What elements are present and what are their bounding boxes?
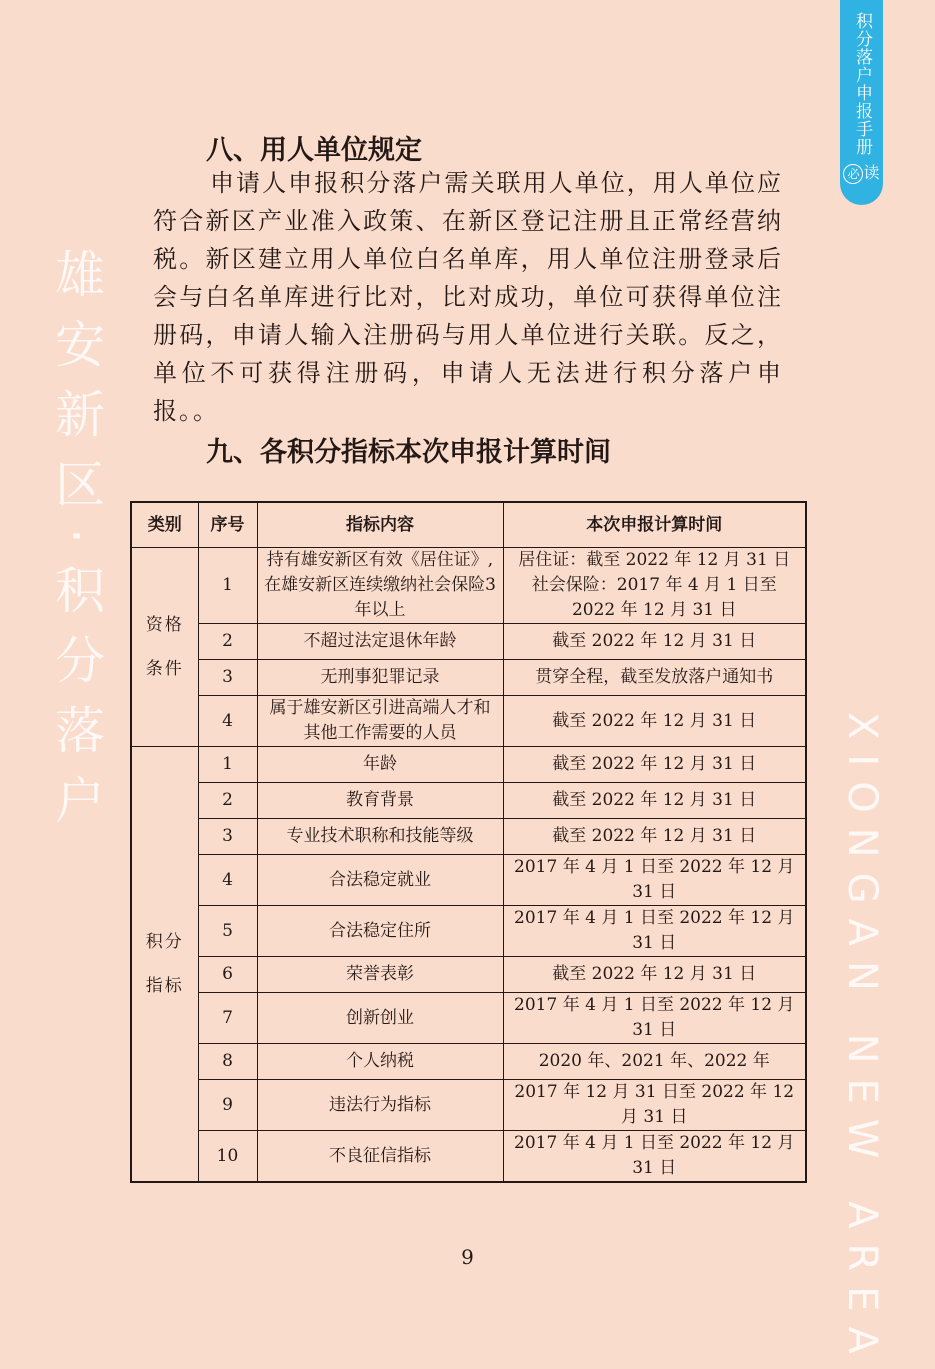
table-row (131, 957, 806, 993)
side-tab-title: 积分落户申报手册 (852, 12, 872, 156)
row-content: 合法稳定就业 (257, 855, 503, 906)
row-time: 截至 2022 年 12 月 31 日 (503, 819, 806, 855)
table-row (131, 660, 806, 696)
section-9-heading: 九、各积分指标本次申报计算时间 (206, 437, 611, 468)
row-content: 专业技术职称和技能等级 (257, 819, 503, 855)
row-number: 3 (198, 819, 257, 855)
row-time: 截至 2022 年 12 月 31 日 (503, 957, 806, 993)
table-row (131, 696, 806, 747)
category-line: 资格 (145, 615, 184, 635)
calc-time-table (130, 501, 807, 1183)
page-number: 9 (461, 1245, 474, 1269)
badge-tail-char: 读 (863, 163, 880, 182)
table-row (131, 1080, 806, 1131)
side-tab-badge (840, 160, 883, 184)
row-time: 2017 年 4 月 1 日至 2022 年 12 月 31 日 (503, 855, 806, 906)
row-time: 2017 年 4 月 1 日至 2022 年 12 月 31 日 (503, 1131, 806, 1183)
row-time: 2017 年 12 月 31 日至 2022 年 12 月 31 日 (503, 1080, 806, 1131)
badge-circle-char: 必 (843, 164, 863, 184)
row-number: 4 (198, 696, 257, 747)
table-row (131, 993, 806, 1044)
row-number: 2 (198, 783, 257, 819)
row-content: 合法稳定住所 (257, 906, 503, 957)
row-number: 3 (198, 660, 257, 696)
row-number: 8 (198, 1044, 257, 1080)
row-time: 贯穿全程，截至发放落户通知书 (503, 660, 806, 696)
row-content: 教育背景 (257, 783, 503, 819)
row-time: 截至 2022 年 12 月 31 日 (503, 783, 806, 819)
row-time: 2020 年、2021 年、2022 年 (503, 1044, 806, 1080)
row-content: 不超过法定退休年龄 (257, 624, 503, 660)
row-time: 截至 2022 年 12 月 31 日 (503, 747, 806, 783)
table-row (131, 747, 806, 783)
row-time: 2017 年 4 月 1 日至 2022 年 12 月 31 日 (503, 993, 806, 1044)
row-number: 2 (198, 624, 257, 660)
row-time: 2017 年 4 月 1 日至 2022 年 12 月 31 日 (503, 906, 806, 957)
left-vertical-title: 雄安新区·积分落户 (47, 248, 105, 844)
table-row (131, 624, 806, 660)
category-line: 积分 (145, 932, 184, 952)
table-row (131, 783, 806, 819)
header-number: 序号 (198, 502, 257, 548)
header-time: 本次申报计算时间 (503, 502, 806, 548)
section-8-heading: 八、用人单位规定 (206, 135, 422, 166)
category-qualification (131, 548, 198, 747)
table-row (131, 855, 806, 906)
row-time: 截至 2022 年 12 月 31 日 (503, 696, 806, 747)
right-vertical-title: XIONGAN NEW AREA (839, 712, 885, 1369)
category-points (131, 747, 198, 1183)
row-number: 7 (198, 993, 257, 1044)
row-content: 个人纳税 (257, 1044, 503, 1080)
row-time: 居住证：截至 2022 年 12 月 31 日 社会保险：2017 年 4 月 1 日至 2022 年 12 月 31 日 (503, 548, 806, 624)
section-8-paragraph: 申请人申报积分落户需关联用人单位，用人单位应符合新区产业准入政策、在新区登记注册且正常经营纳税。新区建立用人单位白名单库，用人单位注册登录后会与白名单库进行比对，比对成功，单位可获得单位注册码，申请人输入注册码与用人单位进行关联。反之，单位不可获得注册码，申请人无法进行积分落户申报。。 (153, 169, 783, 425)
row-content: 创新创业 (257, 993, 503, 1044)
header-category: 类别 (131, 502, 198, 548)
row-content: 不良征信指标 (257, 1131, 503, 1183)
row-number: 9 (198, 1080, 257, 1131)
row-content: 属于雄安新区引进高端人才和其他工作需要的人员 (257, 696, 503, 747)
row-number: 10 (198, 1131, 257, 1183)
header-content: 指标内容 (257, 502, 503, 548)
row-content: 年龄 (257, 747, 503, 783)
side-tab (840, 0, 883, 205)
category-line: 条件 (145, 659, 184, 679)
row-content: 违法行为指标 (257, 1080, 503, 1131)
table-row (131, 819, 806, 855)
table-row (131, 1131, 806, 1183)
row-content: 无刑事犯罪记录 (257, 660, 503, 696)
category-line: 指标 (145, 976, 184, 996)
table-row (131, 1044, 806, 1080)
table-row (131, 906, 806, 957)
row-number: 5 (198, 906, 257, 957)
table-row (131, 548, 806, 624)
row-number: 1 (198, 747, 257, 783)
row-content: 持有雄安新区有效《居住证》,在雄安新区连续缴纳社会保险3年以上 (257, 548, 503, 624)
row-number: 6 (198, 957, 257, 993)
row-number: 1 (198, 548, 257, 624)
row-content: 荣誉表彰 (257, 957, 503, 993)
table-header-row (131, 502, 806, 548)
row-number: 4 (198, 855, 257, 906)
row-time: 截至 2022 年 12 月 31 日 (503, 624, 806, 660)
